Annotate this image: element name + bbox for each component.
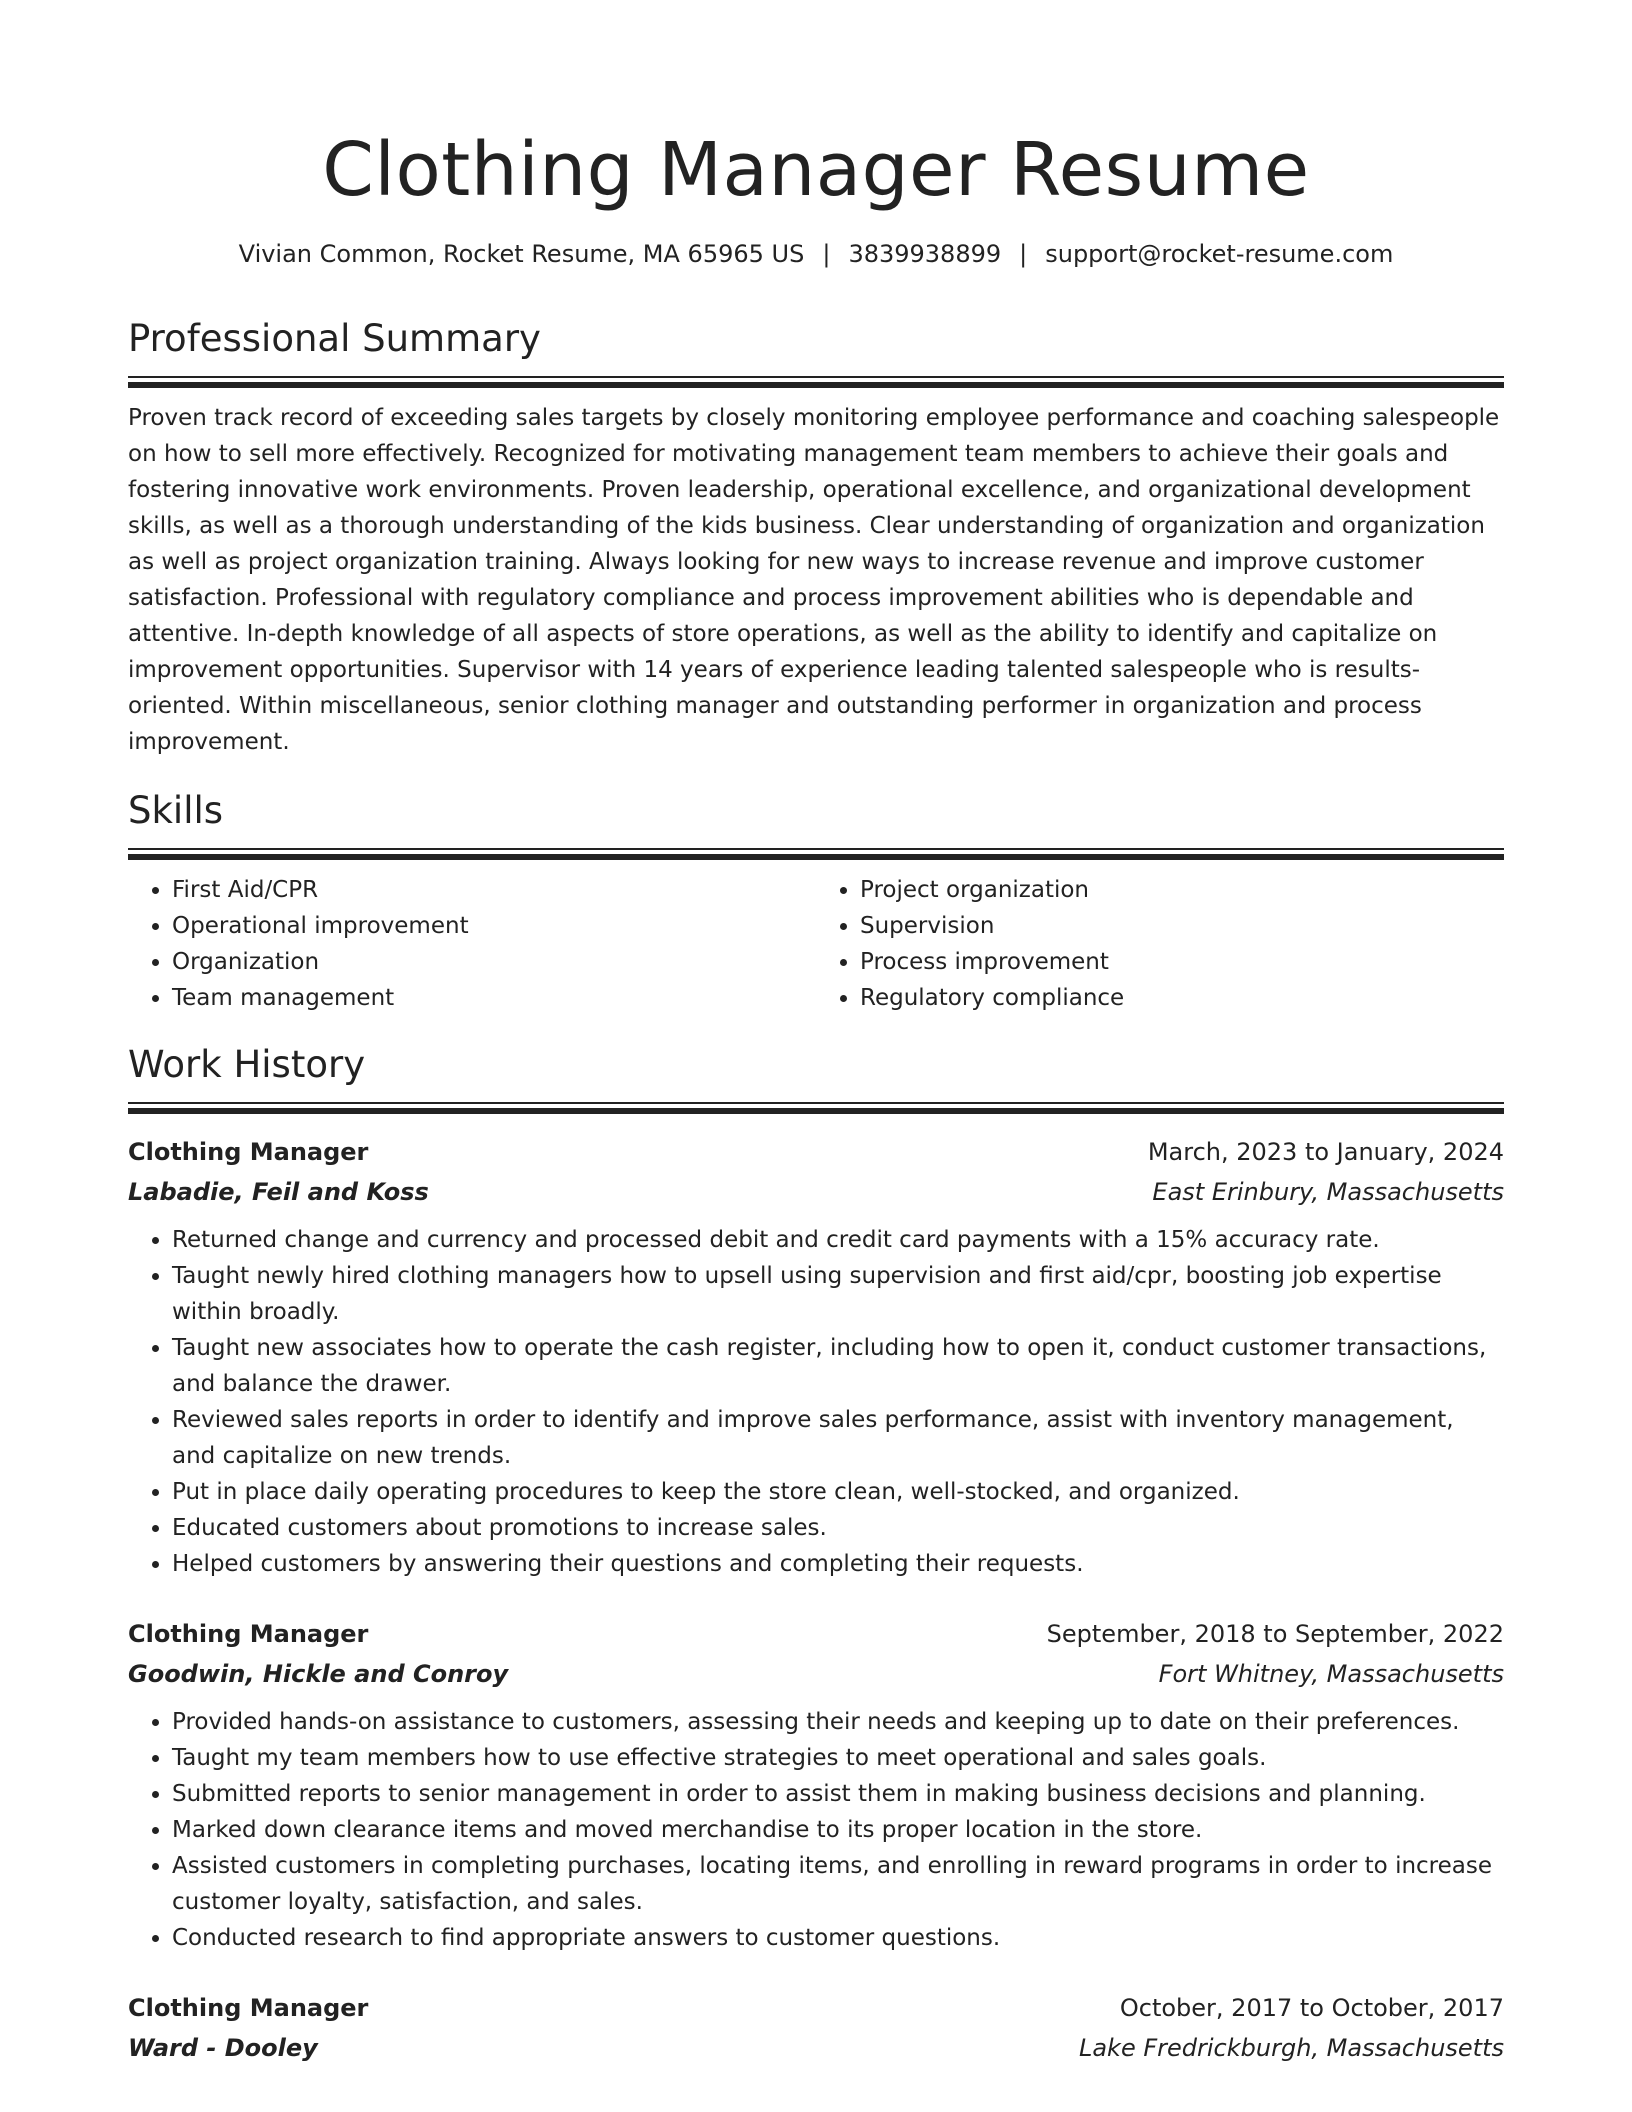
job-bullet: • Educated customers about promotions to increase sales. <box>172 1510 1504 1546</box>
job-bullet: • Reviewed sales reports in order to identify and improve sales performance, assist with inventory management, and capitalize on new trends. <box>172 1402 1504 1474</box>
skill-item: • Process improvement <box>860 944 1504 980</box>
job-location: East Erinbury, Massachusetts <box>1152 1178 1504 1206</box>
job-title: Clothing Manager <box>128 1620 369 1648</box>
work-heading: Work History <box>128 1043 366 1086</box>
contact-address: Vivian Common, Rocket Resume, MA 65965 US <box>238 240 805 268</box>
job-bullet: • Taught new associates how to operate the cash register, including how to open it, conduct customer transactions, and balance the drawer. <box>172 1330 1504 1402</box>
skill-item: • First Aid/CPR <box>172 872 816 908</box>
skill-item: • Regulatory compliance <box>860 980 1504 1016</box>
job-dates: March, 2023 to January, 2024 <box>1147 1138 1504 1166</box>
job-bullets <box>128 1222 1504 1582</box>
job-header-row <box>128 1988 1504 2028</box>
job-location: Fort Whitney, Massachusetts <box>1158 1660 1504 1688</box>
section-divider <box>128 376 1504 388</box>
job-bullet: • Helped customers by answering their questions and completing their requests. <box>172 1546 1504 1582</box>
job-company-row <box>128 1654 1504 1694</box>
job-company: Ward - Dooley <box>128 2034 318 2062</box>
job-bullet: • Returned change and currency and processed debit and credit card payments with a 15% accuracy rate. <box>172 1222 1504 1258</box>
work-section <box>128 1040 1504 2068</box>
contact-line <box>128 236 1504 272</box>
job-header-row <box>128 1614 1504 1654</box>
summary-text: Proven track record of exceeding sales targets by closely monitoring employee performance and coaching salespeople on how to sell more effectively. Recognized for motivating management team members to achieve their goals and fostering innovative work environments. Proven leadership, operational excellence, and organizational development skills, as well as a thorough understanding of the kids business. Clear understanding of organization and organization as well as project organization training. Always looking for new ways to increase revenue and improve customer satisfaction. Professional with regulatory compliance and process improvement abilities who is dependable and attentive. In-depth knowledge of all aspects of store operations, as well as the ability to identify and capitalize on improvement opportunities. Supervisor with 14 years of experience leading talented salespeople who is results-oriented. Within miscellaneous, senior clothing manager and outstanding performer in organization and process improvement. <box>128 405 1500 755</box>
job-dates: September, 2018 to September, 2022 <box>1046 1620 1504 1648</box>
job-bullets <box>128 1704 1504 1956</box>
skill-item: • Operational improvement <box>172 908 816 944</box>
skills-list-left <box>128 872 816 1016</box>
job-bullet: • Submitted reports to senior management in order to assist them in making business decisions and planning. <box>172 1776 1504 1812</box>
job-entry <box>128 1132 1504 1582</box>
contact-email: support@rocket-resume.com <box>1045 240 1394 268</box>
job-company-row <box>128 2028 1504 2068</box>
skills-list-right <box>816 872 1504 1016</box>
skill-item: • Organization <box>172 944 816 980</box>
job-title: Clothing Manager <box>128 1138 369 1166</box>
job-bullet: • Assisted customers in completing purchases, locating items, and enrolling in reward programs in order to increase customer loyalty, satisfaction, and sales. <box>172 1848 1504 1920</box>
skills-heading: Skills <box>128 789 224 832</box>
resume-title: Clothing Manager Resume <box>322 127 1310 213</box>
job-location: Lake Fredrickburgh, Massachusetts <box>1078 2034 1504 2062</box>
job-bullet: • Taught my team members how to use effective strategies to meet operational and sales goals. <box>172 1740 1504 1776</box>
contact-separator: | <box>822 240 831 268</box>
job-company: Goodwin, Hickle and Conroy <box>128 1660 509 1688</box>
job-bullet: • Provided hands-on assistance to customers, assessing their needs and keeping up to date on their preferences. <box>172 1704 1504 1740</box>
skills-columns <box>128 872 1504 1016</box>
job-bullet: • Marked down clearance items and moved merchandise to its proper location in the store. <box>172 1812 1504 1848</box>
job-bullet: • Conducted research to find appropriate answers to customer questions. <box>172 1920 1504 1956</box>
skills-section <box>128 786 1504 1016</box>
skill-item: • Project organization <box>860 872 1504 908</box>
summary-section <box>128 314 1504 760</box>
job-entry <box>128 1614 1504 1956</box>
section-divider <box>128 1102 1504 1114</box>
job-entry <box>128 1988 1504 2068</box>
job-bullet: • Taught newly hired clothing managers how to upsell using supervision and first aid/cpr, boosting job expertise within broadly. <box>172 1258 1504 1330</box>
job-bullet: • Put in place daily operating procedures to keep the store clean, well-stocked, and organized. <box>172 1474 1504 1510</box>
job-title: Clothing Manager <box>128 1994 369 2022</box>
job-company-row <box>128 1172 1504 1212</box>
skill-item: • Team management <box>172 980 816 1016</box>
contact-phone: 3839938899 <box>848 240 1002 268</box>
job-company: Labadie, Feil and Koss <box>128 1178 429 1206</box>
section-divider <box>128 848 1504 860</box>
job-header-row <box>128 1132 1504 1172</box>
contact-separator: | <box>1019 240 1028 268</box>
skill-item: • Supervision <box>860 908 1504 944</box>
summary-heading: Professional Summary <box>128 317 541 360</box>
job-dates: October, 2017 to October, 2017 <box>1119 1994 1504 2022</box>
